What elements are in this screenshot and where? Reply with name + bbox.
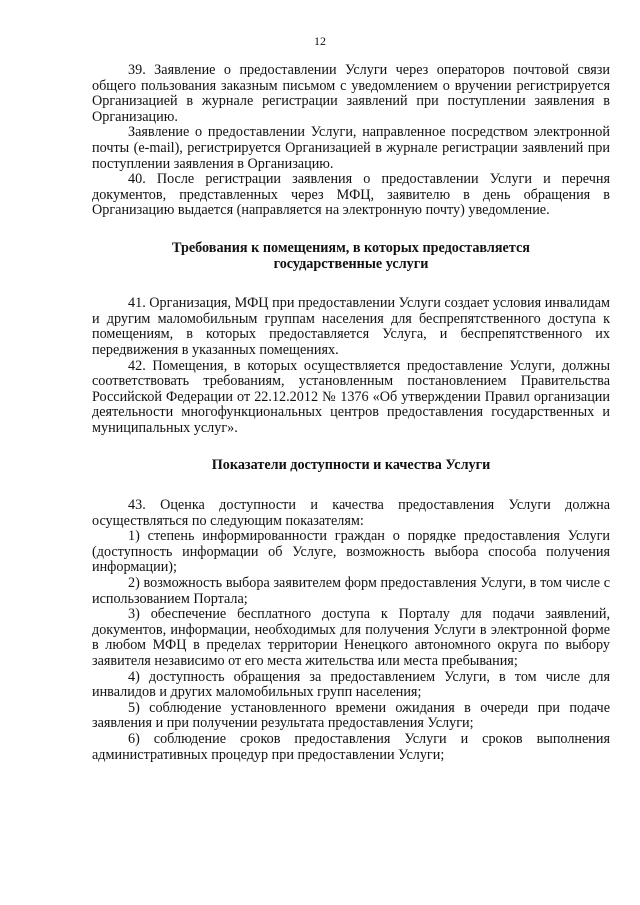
list-item-6: 6) соблюдение сроков предоставления Услуги и сроков выполнения административных процедур при предоставлении Услуги;	[92, 730, 610, 763]
paragraph-39: 39. Заявление о предоставлении Услуги через операторов почтовой связи общего пользования заказным письмом с уведомлением о вручении регистрируется Организацией в журнале регистрации заявлений при поступлении заявления в Организацию.	[92, 62, 610, 125]
section-heading-premises-line-2: государственные услуги	[273, 255, 429, 272]
paragraph-39-email: Заявление о предоставлении Услуги, направленное посредством электронной почты (e-mail), регистрируется Организацией в журнале регистрации заявлений при поступлении заявления в Организацию.	[92, 124, 610, 172]
section-heading-availability: Показатели доступности и качества Услуги	[211, 457, 491, 474]
list-item-5: 5) соблюдение установленного времени ожидания в очереди при подаче заявления и при получении результата предоставления Услуги;	[92, 699, 610, 732]
document-body	[92, 63, 610, 763]
paragraph-42: 42. Помещения, в которых осуществляется предоставление Услуги, должны соответствовать требованиям, установленным постановлением Правительства Российской Федерации от 22.12.2012 № 1376 «Об утверждении Правил организации деятельности многофункциональных центров предоставления государственных и муниципальных услуг».	[92, 357, 610, 436]
paragraph-40: 40. После регистрации заявления о предоставлении Услуги и перечня документов, представленных через МФЦ, заявителю в день обращения в Организацию выдается (направляется на электронную почту) уведомление.	[92, 171, 610, 219]
paragraph-43: 43. Оценка доступности и качества предоставления Услуги должна осуществляться по следующим показателям:	[92, 497, 610, 529]
section-heading-premises-line-1: Требования к помещениям, в которых предоставляется	[172, 239, 530, 256]
paragraph-41: 41. Организация, МФЦ при предоставлении Услуги создает условия инвалидам и другим маломобильным группам населения для беспрепятственного доступа к помещениям, в которых предоставляется Услуга, и беспрепятственного их передвижения в указанных помещениях.	[92, 295, 610, 358]
list-item-2: 2) возможность выбора заявителем форм предоставления Услуги, в том числе с использованием Портала;	[92, 575, 610, 607]
list-item-4: 4) доступность обращения за предоставлением Услуги, в том числе для инвалидов и других маломобильных групп населения;	[92, 668, 610, 701]
list-item-3: 3) обеспечение бесплатного доступа к Порталу для подачи заявлений, документов, информации, необходимых для получения Услуги в электронной форме в любом МФЦ в пределах территории Ненецкого автономного округа по выбору заявителя независимо от его места жительства или места пребывания;	[92, 606, 610, 669]
section-heading-premises	[92, 241, 610, 272]
page-number: 12	[314, 34, 326, 48]
list-item-1: 1) степень информированности граждан о порядке предоставления Услуги (доступность информации об Услуге, возможность выбора способа получения информации);	[92, 528, 610, 576]
